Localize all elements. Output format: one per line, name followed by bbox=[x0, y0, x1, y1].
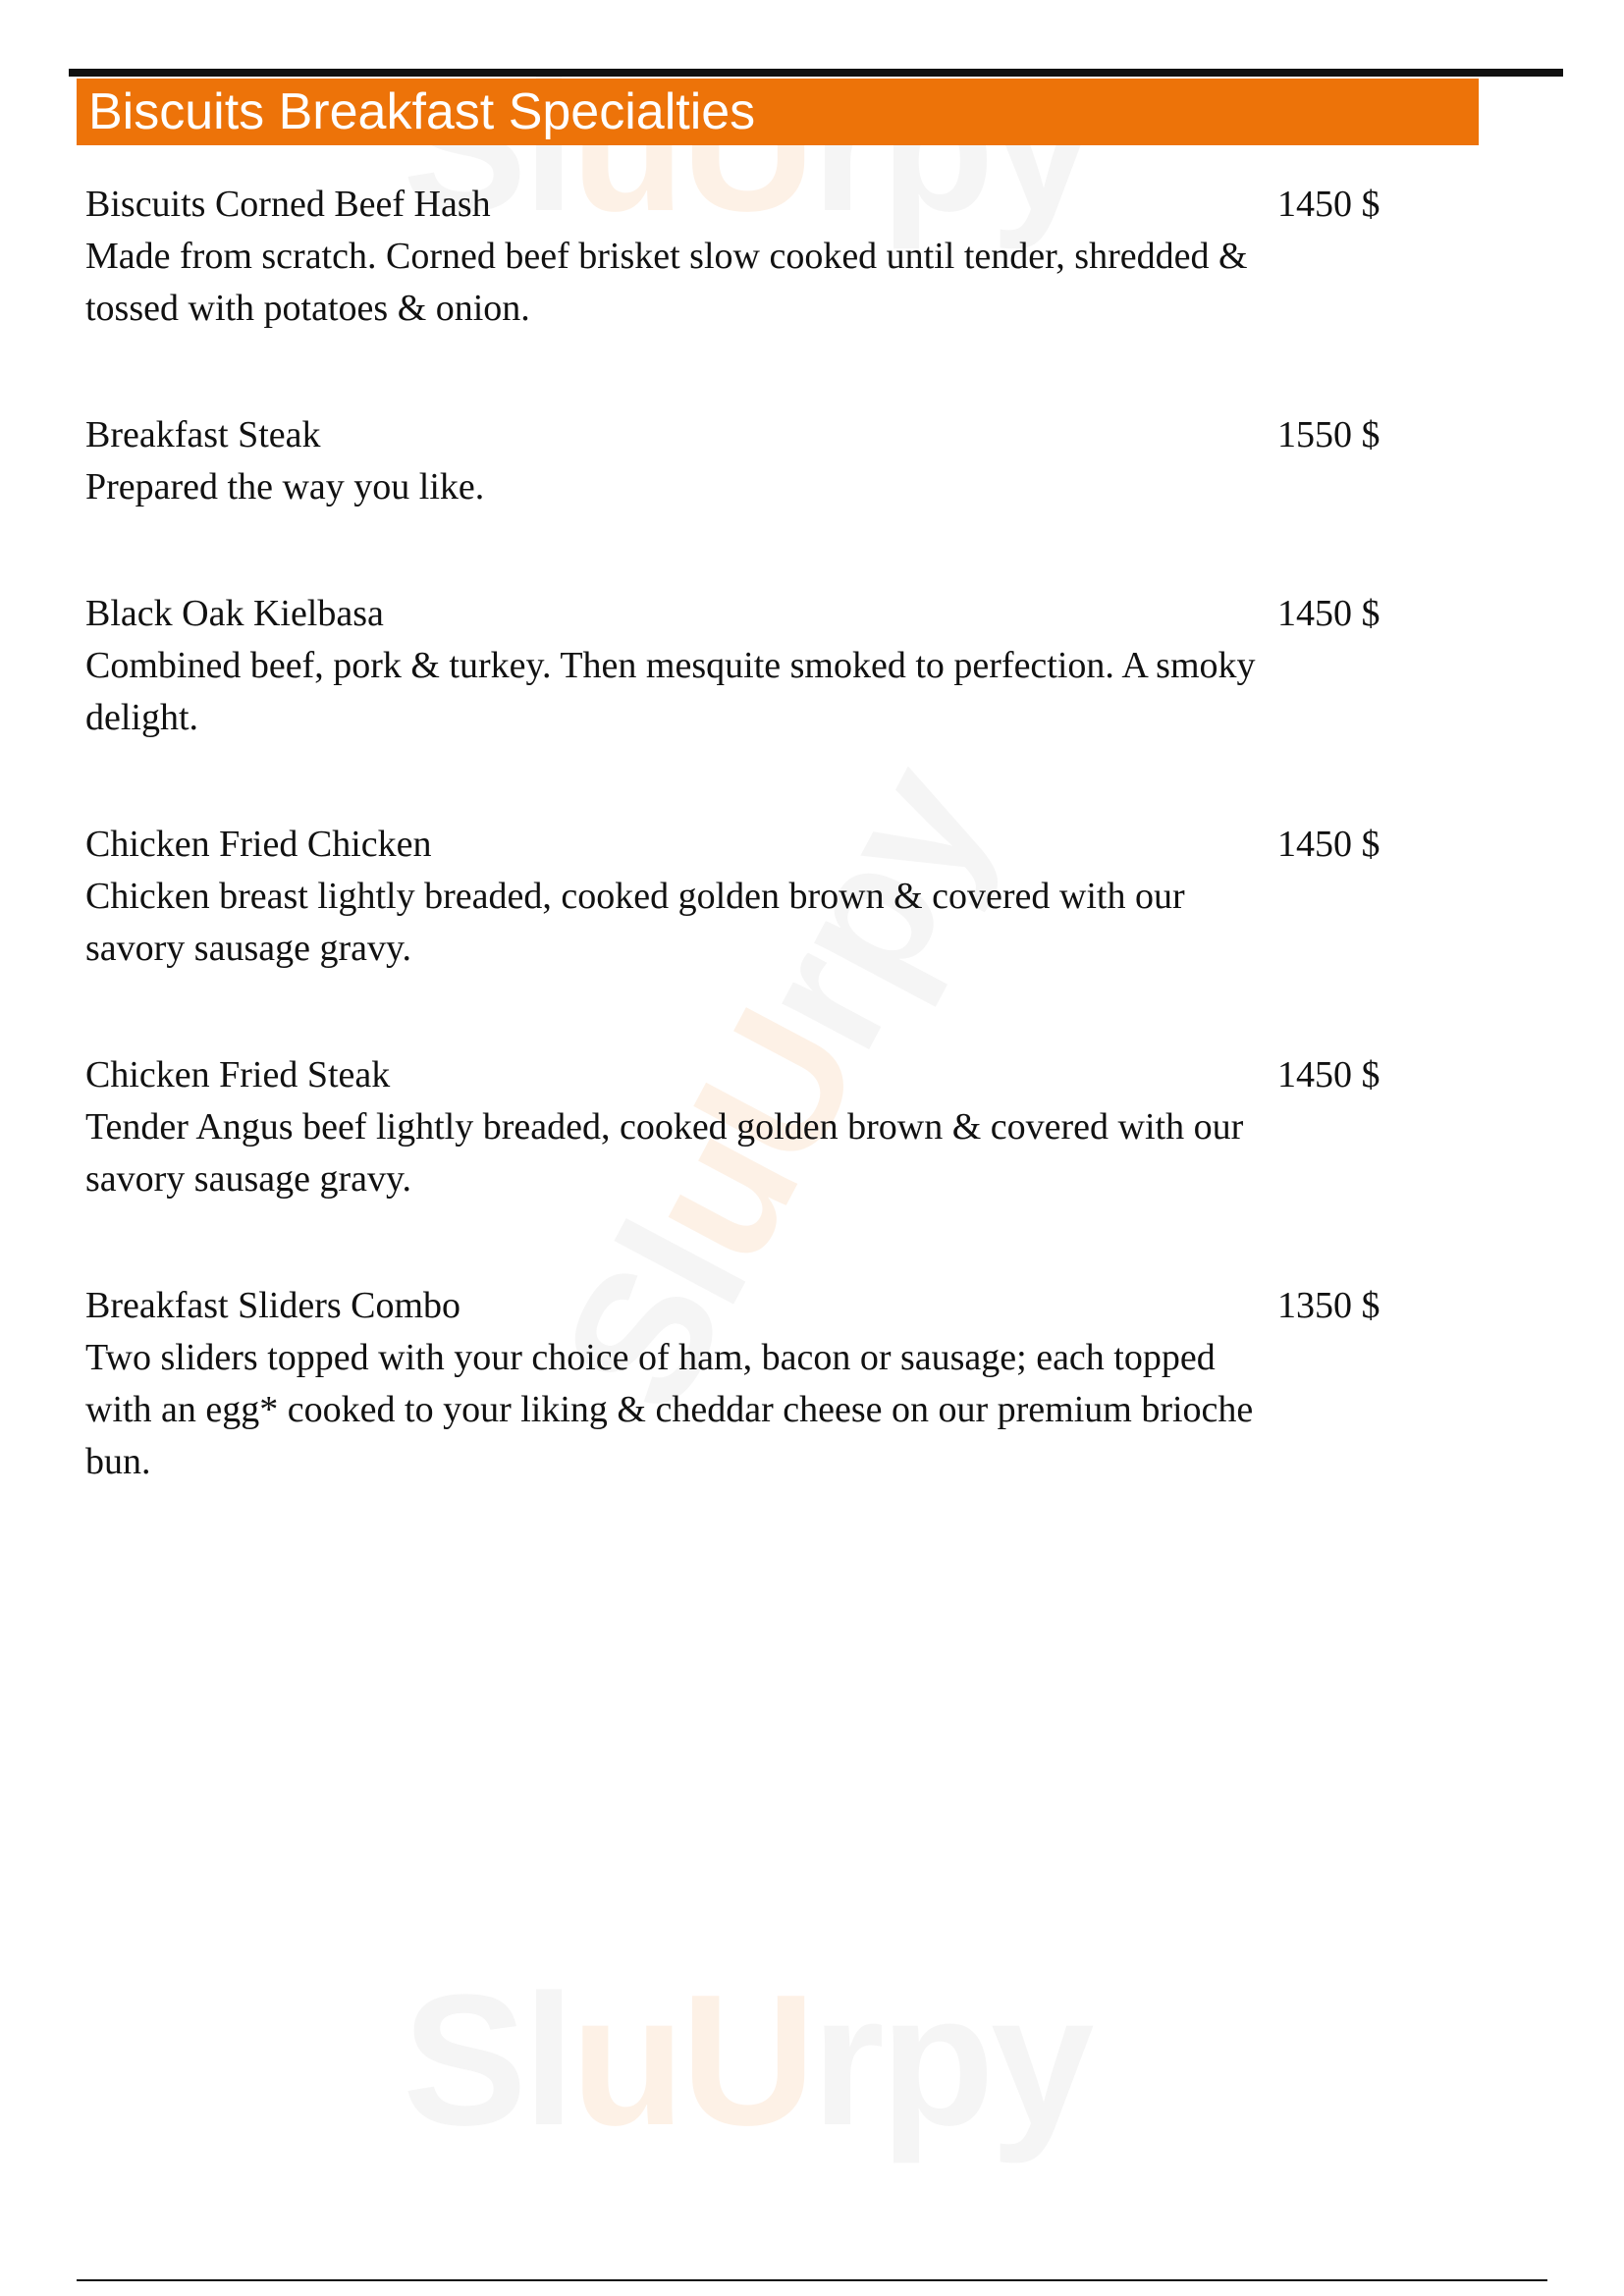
item-name: Breakfast Sliders Combo bbox=[85, 1285, 461, 1326]
item-description: Prepared the way you like. bbox=[85, 466, 485, 507]
menu-item bbox=[85, 179, 1401, 335]
menu-item bbox=[85, 588, 1401, 744]
item-description: Two sliders topped with your choice of ham, bacon or sausage; each topped with an egg* cooked to your liking & cheddar cheese on our premium brioche bun. bbox=[85, 1337, 1254, 1482]
item-description: Chicken breast lightly breaded, cooked golden brown & covered with our savory sausage gravy. bbox=[85, 876, 1185, 969]
menu-item bbox=[85, 819, 1401, 975]
item-price: 1450 $ bbox=[1277, 824, 1380, 865]
item-price: 1450 $ bbox=[1277, 1054, 1380, 1095]
item-name: Chicken Fried Chicken bbox=[85, 824, 432, 865]
watermark-logo-middle: SluUrpy bbox=[522, 735, 1030, 1442]
top-divider bbox=[69, 69, 1563, 77]
item-price: 1450 $ bbox=[1277, 184, 1380, 225]
item-name: Biscuits Corned Beef Hash bbox=[85, 184, 491, 225]
item-name: Black Oak Kielbasa bbox=[85, 593, 384, 634]
menu-item bbox=[85, 1049, 1401, 1205]
section-title: Biscuits Breakfast Specialties bbox=[88, 83, 756, 140]
bottom-divider bbox=[77, 2279, 1547, 2281]
item-description: Tender Angus beef lightly breaded, cooked golden brown & covered with our savory sausage gravy. bbox=[85, 1106, 1244, 1200]
item-description: Made from scratch. Corned beef brisket slow cooked until tender, shredded & tossed with potatoes & onion. bbox=[85, 236, 1248, 329]
item-price: 1550 $ bbox=[1277, 414, 1380, 455]
watermark-logo-top: SluUrpy bbox=[403, 42, 1091, 250]
item-description: Combined beef, pork & turkey. Then mesquite smoked to perfection. A smoky delight. bbox=[85, 645, 1256, 738]
menu-item bbox=[85, 1280, 1401, 1488]
item-price: 1450 $ bbox=[1277, 593, 1380, 634]
item-name: Chicken Fried Steak bbox=[85, 1054, 391, 1095]
section-header bbox=[77, 79, 1479, 145]
menu-item bbox=[85, 409, 1401, 513]
watermark-logo-bottom: SluUrpy bbox=[403, 1956, 1091, 2164]
item-price: 1350 $ bbox=[1277, 1285, 1380, 1326]
item-name: Breakfast Steak bbox=[85, 414, 321, 455]
menu-list bbox=[85, 179, 1401, 1488]
